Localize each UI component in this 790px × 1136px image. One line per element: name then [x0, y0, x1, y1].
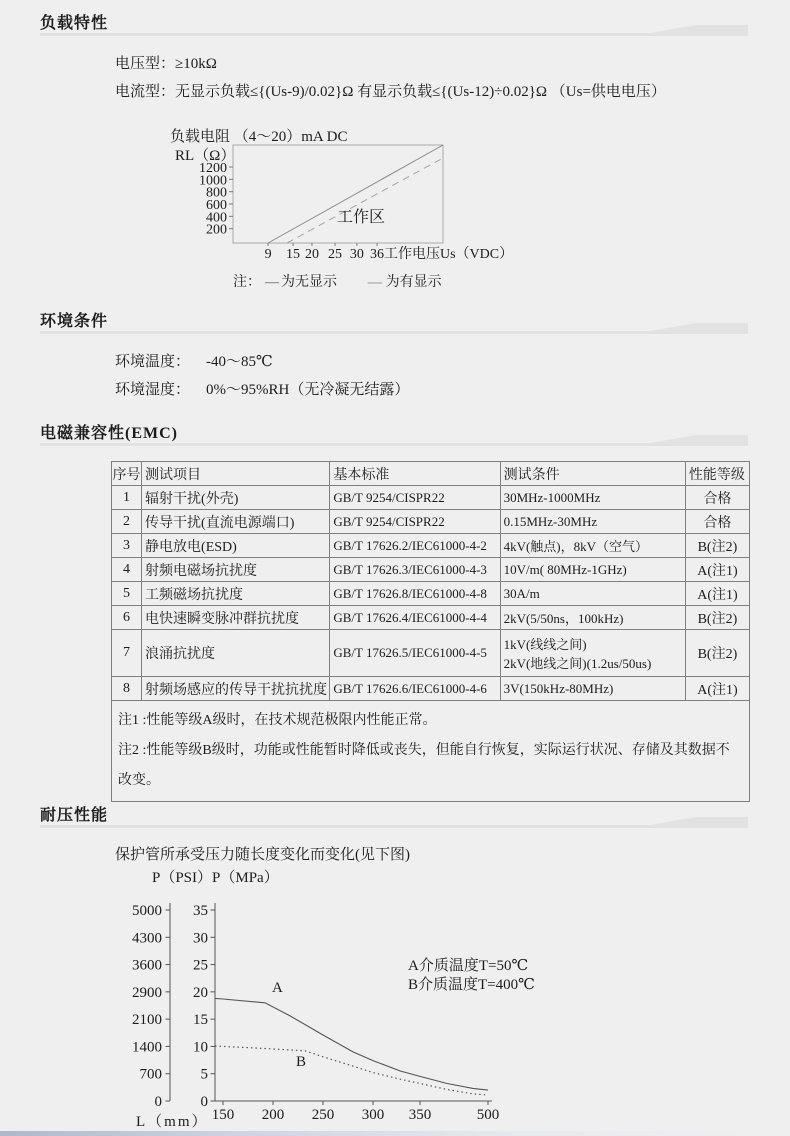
mpa-tick-label: 25 [193, 957, 208, 974]
spec-label: 环境湿度： [115, 382, 191, 398]
table-row [112, 486, 750, 510]
psi-tick-label: 0 [154, 1094, 162, 1110]
table-cell [500, 558, 685, 582]
mpa-tick-label: 0 [200, 1094, 208, 1110]
table-cell: 合格 [685, 510, 749, 534]
pressure-axis-caption: P（PSI）P（MPa） [152, 870, 279, 886]
chart-title: 负载电阻 （4～20）mA DC [170, 129, 348, 145]
spec-row-current-type [115, 80, 666, 101]
table-row [112, 534, 750, 558]
table-cell [500, 582, 685, 606]
series-label-A: A [272, 980, 283, 996]
x-tick-label: 350 [408, 1107, 432, 1123]
spec-value: 无显示负载≤{(Us-9)/0.02}Ω 有显示负载≤{(Us-12)÷0.02}Ω （Us=供电电压） [175, 84, 666, 100]
spec-row-voltage-type [115, 52, 217, 73]
table-cell: GB/T 9254/CISPR22 [330, 486, 500, 510]
column-header: 基本标准 [330, 462, 500, 486]
table-cell: 2 [112, 510, 142, 534]
table-cell: 电快速瞬变脉冲群抗扰度 [142, 606, 330, 630]
table-cell: B(注2) [685, 606, 749, 630]
table-cell [500, 677, 685, 701]
condition-line: 2kV(地线之间)(1.2us/50us) [503, 656, 652, 671]
spec-label: 环境温度： [115, 354, 191, 370]
table-cell [112, 701, 750, 802]
mpa-tick-label: 30 [193, 930, 208, 947]
section-title-load-characteristics: 负载特性 [40, 15, 109, 32]
mpa-tick-label: 35 [193, 903, 208, 920]
condition-line: 1kV(线线之间) [503, 637, 587, 652]
table-note: 注2 :性能等级B级时，功能或性能暂时降低或丧失，但能自行恢复，实际运行状况、存储及其数据不改变。 [118, 743, 730, 788]
section-title-environment: 环境条件 [40, 313, 109, 330]
x-tick-label: 200 [261, 1107, 285, 1123]
table-cell: GB/T 17626.3/IEC61000-4-3 [330, 558, 500, 582]
y-tick-label: 1000 [199, 173, 227, 189]
y-tick-label: 200 [206, 222, 227, 238]
y-tick-label: 800 [206, 185, 227, 201]
table-note: 注1 :性能等级A级时，在技术规范极限内性能正常。 [118, 713, 437, 728]
psi-tick-label: 5000 [132, 903, 162, 920]
plot-box [233, 145, 443, 243]
series-line-B [215, 1046, 488, 1095]
x-tick-label: 250 [311, 1107, 335, 1123]
table-header-row [112, 462, 750, 486]
mpa-tick-label: 5 [200, 1066, 208, 1083]
table-cell: 浪涌抗扰度 [142, 630, 330, 677]
section-divider-ribbon [40, 25, 748, 36]
x-tick-label: 30 [349, 247, 364, 262]
table-cell: 5 [112, 582, 142, 606]
table-cell: B(注2) [685, 534, 749, 558]
psi-tick-label: 1400 [132, 1039, 162, 1056]
table-cell: 合格 [685, 486, 749, 510]
spec-value: -40～85℃ [206, 354, 273, 370]
column-header: 性能等级 [685, 462, 749, 486]
series-line-A [215, 998, 488, 1090]
annotation-0: A介质温度T=50℃ [408, 958, 529, 974]
spec-label: 电流型： [115, 84, 176, 100]
table-row [112, 558, 750, 582]
dashed-line-label: 为有显示 [385, 275, 442, 290]
table-notes-row [112, 701, 750, 802]
solid-line-sample: — [265, 275, 279, 290]
table-row [112, 677, 750, 701]
load-chart-legend-note [233, 271, 442, 291]
pressure-x-axis-label: L（mm） [136, 1114, 209, 1130]
table-cell: 传导干扰(直流电源端口) [142, 510, 330, 534]
condition-line: 2kV(5/50ns，100kHz) [503, 611, 624, 626]
table-row [112, 510, 750, 534]
dashed-line-sample: ---- [367, 275, 382, 290]
x-tick-label: 150 [211, 1107, 235, 1123]
table-cell: A(注1) [685, 677, 749, 701]
table-cell: 6 [112, 606, 142, 630]
table-cell: B(注2) [685, 630, 749, 677]
table-cell: 4 [112, 558, 142, 582]
y-tick-label: 400 [206, 210, 227, 226]
x-tick-label: 25 [328, 247, 343, 262]
table-cell [500, 486, 685, 510]
condition-line: 10V/m( 80MHz-1GHz) [503, 561, 627, 577]
table-cell: GB/T 17626.4/IEC61000-4-4 [330, 606, 500, 630]
series-line-无显示 [268, 145, 443, 243]
x-tick-label: 36 [370, 247, 385, 262]
y-tick-label: 1200 [199, 161, 227, 177]
y-tick-label: 600 [206, 198, 227, 214]
region-label: 工作区 [337, 209, 386, 226]
table-cell: 7 [112, 630, 142, 677]
x-axis-label: 工作电压Us（VDC） [384, 247, 514, 262]
pressure-description: 保护管所承受压力随长度变化而变化(见下图) [115, 847, 410, 863]
condition-line: 30A/m [503, 585, 540, 601]
table-cell [500, 534, 685, 558]
psi-tick-label: 700 [139, 1066, 162, 1083]
annotation-1: B介质温度T=400℃ [408, 977, 535, 993]
series-label-B: B [296, 1054, 307, 1070]
table-cell: GB/T 17626.6/IEC61000-4-6 [330, 677, 500, 701]
x-tick-label: 9 [264, 247, 272, 262]
note-prefix: 注： [233, 275, 261, 290]
series-line-有显示 [287, 158, 443, 243]
emc-test-table [111, 461, 750, 802]
table-cell: GB/T 17626.2/IEC61000-4-2 [330, 534, 500, 558]
section-divider-ribbon [40, 817, 748, 828]
table-cell: 1 [112, 486, 142, 510]
psi-tick-label: 2100 [132, 1012, 162, 1029]
table-cell: 工频磁场抗扰度 [142, 582, 330, 606]
mpa-tick-label: 10 [193, 1039, 208, 1056]
column-header: 序号 [112, 462, 142, 486]
table-cell: A(注1) [685, 558, 749, 582]
spec-row-ambient-temperature [115, 350, 273, 371]
table-cell: 8 [112, 677, 142, 701]
section-divider-ribbon [40, 323, 748, 334]
table-cell: A(注1) [685, 582, 749, 606]
table-cell: 3 [112, 534, 142, 558]
x-tick-label: 20 [304, 247, 319, 262]
section-title-emc: 电磁兼容性(EMC) [40, 425, 178, 442]
psi-tick-label: 2900 [132, 984, 162, 1001]
condition-line: 3V(150kHz-80MHz) [503, 680, 614, 696]
table-cell: 射频场感应的传导干扰抗扰度 [142, 677, 330, 701]
condition-line: 4kV(触点)，8kV（空气） [503, 539, 649, 554]
spec-row-ambient-humidity [115, 378, 409, 399]
table-cell: 辐射干扰(外壳) [142, 486, 330, 510]
bottom-accent-strip [0, 1131, 790, 1136]
column-header: 测试条件 [500, 462, 685, 486]
spec-value: 0%～95%RH（无冷凝无结露） [206, 382, 410, 398]
mpa-tick-label: 20 [193, 984, 208, 1001]
table-cell: 射频电磁场抗扰度 [142, 558, 330, 582]
psi-tick-label: 4300 [132, 930, 162, 947]
table-row [112, 582, 750, 606]
table-cell: GB/T 17626.8/IEC61000-4-8 [330, 582, 500, 606]
table-row [112, 630, 750, 677]
y-axis-label: RL（Ω） [175, 148, 236, 164]
table-cell: 静电放电(ESD) [142, 534, 330, 558]
table-cell [500, 606, 685, 630]
psi-tick-label: 3600 [132, 957, 162, 974]
x-tick-label: 15 [286, 247, 301, 262]
mpa-tick-label: 15 [193, 1012, 208, 1029]
column-header: 测试项目 [142, 462, 330, 486]
table-cell: GB/T 9254/CISPR22 [330, 510, 500, 534]
spec-value: ≥10kΩ [175, 56, 217, 72]
section-title-pressure-resistance: 耐压性能 [40, 807, 109, 824]
spec-label: 电压型： [115, 56, 176, 72]
table-row [112, 606, 750, 630]
x-tick-label: 500 [476, 1107, 500, 1123]
pressure-length-chart [100, 888, 570, 1133]
table-cell [500, 630, 685, 677]
table-cell [500, 510, 685, 534]
condition-line: 30MHz-1000MHz [503, 489, 601, 505]
x-tick-label: 300 [361, 1107, 385, 1123]
load-resistance-chart [160, 122, 540, 272]
condition-line: 0.15MHz-30MHz [503, 513, 598, 529]
solid-line-label: 为无显示 [281, 275, 337, 290]
table-cell: GB/T 17626.5/IEC61000-4-5 [330, 630, 500, 677]
